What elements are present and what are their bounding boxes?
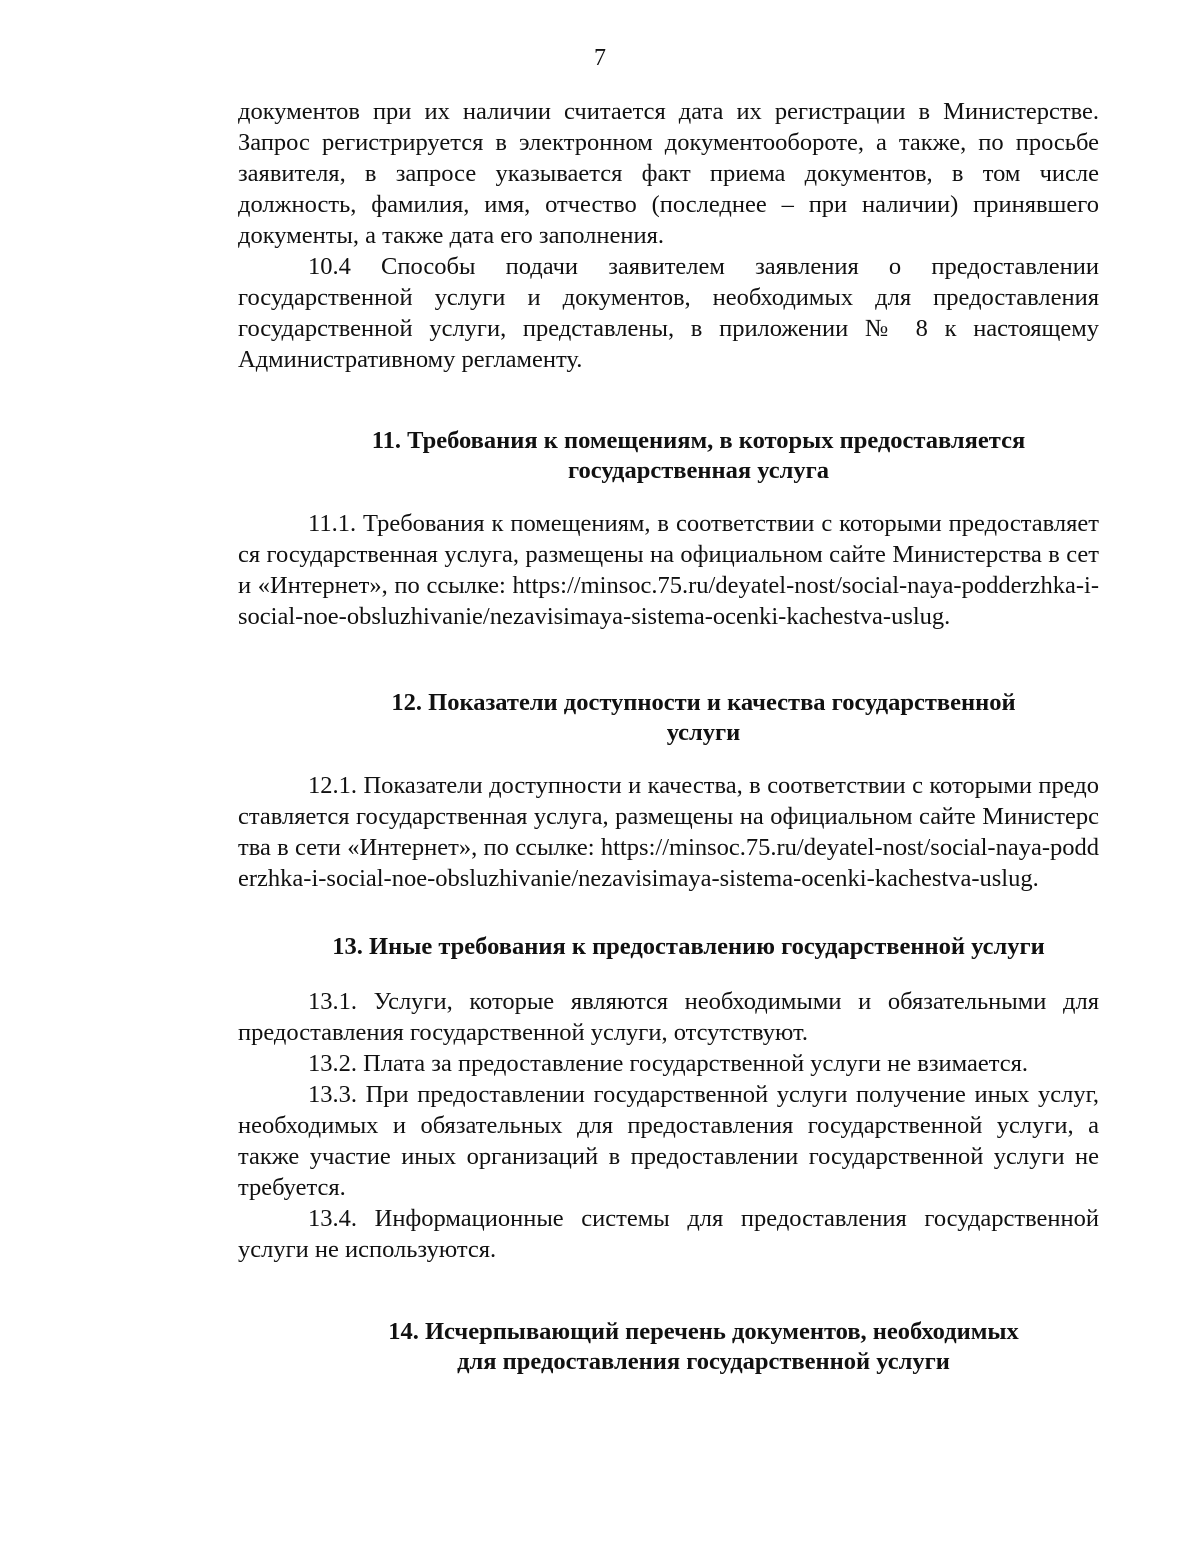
section-12-heading-line1: 12. Показатели доступности и качества государственной [391,689,1016,716]
section-11-heading-line2: государственная услуга [568,457,829,484]
section-11-heading-line1: 11. Требования к помещениям, в которых предоставляется [371,427,1026,454]
section-14-heading-line2: для предоставления государственной услуги [457,1348,950,1375]
document-body [238,96,1099,1377]
section-12-heading [308,688,1099,748]
paragraph-11-1: 11.1. Требования к помещениям, в соответствии с которыми предоставляется государственная услуга, размещены на официальном сайте Министерства в сети «Интернет», по ссылке: https://minsoc.75.ru/deyatel-nost/social-naya-podderzhka-i-social-noe-obsluzhivanie/nezavisimaya-sistema-ocenki-kachestva-uslug. [238,510,1099,630]
paragraph-13-2: 13.2. Плата за предоставление государственной услуги не взимается. [308,1050,1028,1077]
section-14-heading [308,1317,1099,1377]
section-11-heading [298,426,1099,486]
paragraph-12-1: 12.1. Показатели доступности и качества, в соответствии с которыми предоставляется государственная услуга, размещены на официальном сайте Министерства в сети «Интернет», по ссылке: https://minsoc.75.ru/deyatel-nost/social-naya-podderzhka-i-social-noe-obsluzhivanie/nezavisimaya-sistema-ocenki-kachestva-uslug. [238,772,1099,892]
paragraph-13-3: 13.3. При предоставлении государственной услуги получение иных услуг, необходимых и обязательных для предоставления государственной услуги, а также участие иных организаций в предоставлении государственной услуги не требуется. [238,1081,1099,1201]
paragraph-intro-continuation: документов при их наличии считается дата их регистрации в Министерстве. Запрос регистрируется в электронном документообороте, а также, по просьбе заявителя, в запросе указывается факт приема документов, в том числе должность, фамилия, имя, отчество (последнее – при наличии) принявшего документы, а также дата его заполнения. [238,98,1099,249]
section-13-heading: 13. Иные требования к предоставлению государственной услуги [332,933,1045,960]
paragraph-13-4: 13.4. Информационные системы для предоставления государственной услуги не используются. [238,1205,1099,1263]
paragraph-10-4: 10.4 Способы подачи заявителем заявления о предоставлении государственной услуги и документов, необходимых для предоставления государственной услуги, представлены, в приложении № 8 к настоящему Административному регламенту. [238,253,1099,373]
section-14-heading-line1: 14. Исчерпывающий перечень документов, необходимых [388,1318,1019,1345]
section-12-heading-line2: услуги [666,719,741,746]
paragraph-13-1: 13.1. Услуги, которые являются необходимыми и обязательными для предоставления государственной услуги, отсутствуют. [238,988,1099,1046]
page-number: 7 [594,45,606,71]
